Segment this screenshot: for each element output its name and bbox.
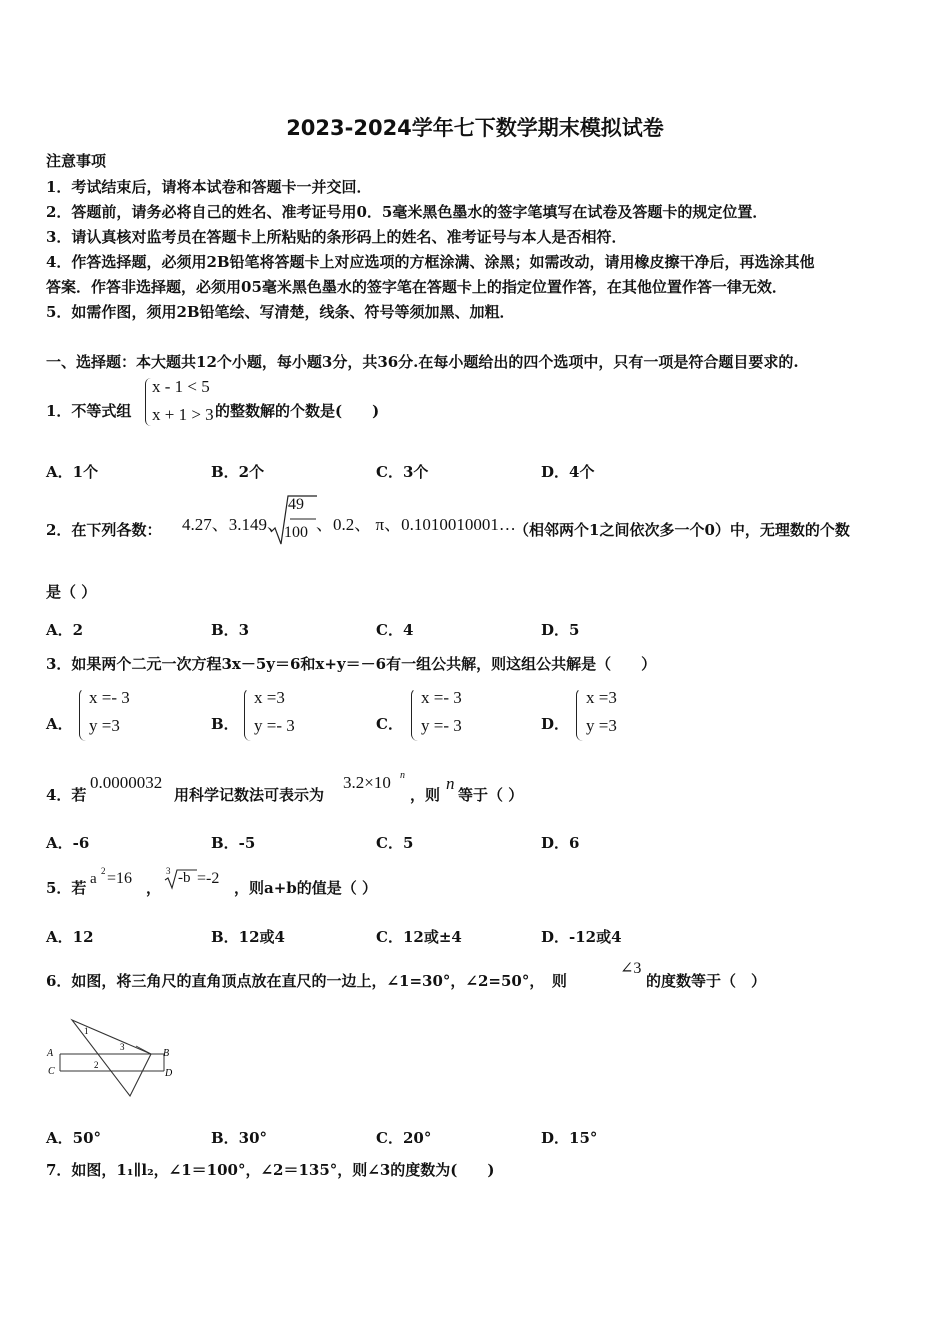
q4-mid: 用科学记数法可表示为 [174, 786, 325, 804]
q6-option-a: A．50° [46, 1129, 102, 1147]
q1-option-b: B．2个 [211, 463, 265, 481]
q3-option-a-system [79, 688, 159, 744]
q6-option-b: B．30° [211, 1129, 268, 1147]
notice-item: 3．请认真核对监考员在答题卡上所粘贴的条形码上的姓名、准考证号与本人是否相符． [46, 228, 627, 246]
fig-angle-1: 1 [84, 1026, 89, 1036]
q5-eq2: =-2 [197, 870, 220, 887]
q3-option-a-row1: x =- 3 [89, 688, 130, 707]
q5-suffix: ，则a+b的值是（ ） [234, 879, 377, 897]
q4-sci: 3.2×10 [343, 773, 391, 792]
q2-option-d: D．5 [541, 621, 580, 639]
q3-option-c-row1: x =- 3 [421, 688, 462, 707]
q1-suffix: 的整数解的个数是( ) [215, 402, 380, 420]
q4-var: n [446, 774, 455, 793]
q4-prefix: 4．若 [46, 786, 87, 804]
q3-option-b-row1: x =3 [254, 688, 285, 707]
fig-label-d: D [165, 1068, 173, 1079]
q3-option-b-row2: y =- 3 [254, 716, 295, 735]
q3-option-b-label: B． [211, 715, 239, 733]
q3-option-a-row2: y =3 [89, 716, 120, 735]
q4-option-c: C．5 [376, 834, 414, 852]
notice-heading: 注意事项 [46, 152, 107, 170]
q5-exp1: 2 [101, 866, 106, 876]
q6-angle: ∠3 [620, 960, 642, 977]
q5-root-arg: -b [178, 870, 191, 886]
q5-option-b: B．12或4 [211, 928, 285, 946]
q2-prefix: 2．在下列各数： [46, 521, 162, 539]
q2-line2: 是（ ） [46, 583, 97, 601]
q2-frac-den: 100 [284, 524, 308, 541]
q5-option-a: A．12 [46, 928, 94, 946]
q2-option-c: C．4 [376, 621, 414, 639]
q5-eq1: =16 [107, 870, 133, 887]
q2-numbers-b: 、0.2、 π、0.1010010001… [316, 515, 516, 534]
notice-item: 5．如需作图，须用2B铅笔绘、写清楚，线条、符号等须加黑、加粗． [46, 303, 515, 321]
q6-suffix: 的度数等于（ ） [646, 972, 767, 990]
q6-figure [44, 1012, 184, 1104]
q1-inequality-2: x + 1 > 3 [152, 405, 214, 424]
q5-expr1: a [90, 871, 97, 887]
q3-option-d-label: D． [541, 715, 570, 733]
fig-label-a: A [47, 1048, 54, 1059]
q1-option-a: A．1个 [46, 463, 99, 481]
q5-option-d: D．-12或4 [541, 928, 622, 946]
q1-inequality-1: x - 1 < 5 [152, 377, 210, 396]
notice-item: 2．答题前，请务必将自己的姓名、准考证号用0．5毫米黑色墨水的签字笔填写在试卷及答题卡的规定位置． [46, 203, 768, 221]
q6-text: 6．如图，将三角尺的直角顶点放在直尺的一边上，∠1=30°，∠2=50°， 则 [46, 972, 567, 990]
q1-option-d: D．4个 [541, 463, 595, 481]
q3-option-c-row2: y =- 3 [421, 716, 462, 735]
q6-option-d: D．15° [541, 1129, 598, 1147]
q5-prefix: 5．若 [46, 879, 87, 897]
q3-option-a-label: A． [46, 715, 73, 733]
notice-item: 答案．作答非选择题，必须用05毫米黑色墨水的签字笔在答题卡上的指定位置作答，在其他位置作答一律无效． [46, 278, 787, 296]
q2-option-b: B．3 [211, 621, 250, 639]
q4-mid2: ，则 [410, 786, 441, 804]
q1-brace [145, 378, 152, 426]
q3-text: 3．如果两个二元一次方程3x－5y＝6和x+y＝－6有一组公共解，则这组公共解是（ ） [46, 655, 657, 673]
notice-item: 1．考试结束后，请将本试卷和答题卡一并交回． [46, 178, 372, 196]
q3-option-c-label: C． [376, 715, 403, 733]
q2-suffix: （相邻两个1之间依次多一个0）中，无理数的个数 [514, 521, 850, 539]
q3-option-c-system [411, 688, 491, 744]
q3-option-d-row2: y =3 [586, 716, 617, 735]
page-title: 2023-2024学年七下数学期末模拟试卷 [286, 116, 664, 140]
q3-option-d-system [576, 688, 656, 744]
q4-suffix: 等于（ ） [458, 786, 524, 804]
q7-text: 7．如图，1₁∥l₂，∠1＝100°，∠2＝135°，则∠3的度数为( ) [46, 1161, 495, 1179]
q5-root-index: 3 [166, 866, 171, 876]
q1-prefix: 1．不等式组 [46, 402, 132, 420]
q4-number: 0.0000032 [90, 773, 163, 792]
q2-numbers-a: 4.27、3.149、 [182, 515, 284, 534]
q3-option-b-system [244, 688, 324, 744]
q6-option-c: C．20° [376, 1129, 432, 1147]
q2-option-a: A．2 [46, 621, 84, 639]
q4-option-d: D．6 [541, 834, 580, 852]
q5-comma: ， [146, 879, 162, 897]
fig-label-b: B [163, 1048, 170, 1059]
q5-option-c: C．12或±4 [376, 928, 462, 946]
q3-option-d-row1: x =3 [586, 688, 617, 707]
fig-angle-2: 2 [94, 1060, 99, 1070]
q4-option-a: A．-6 [46, 834, 90, 852]
fig-label-c: C [48, 1066, 55, 1077]
q4-option-b: B．-5 [211, 834, 256, 852]
section-heading: 一、选择题：本大题共12个小题，每小题3分，共36分.在每小题给出的四个选项中，只有一项是符合题目要求的. [46, 353, 799, 371]
fig-angle-3: 3 [120, 1042, 125, 1052]
set-square-inner [136, 1046, 151, 1054]
q1-option-c: C．3个 [376, 463, 429, 481]
q4-exp: n [400, 770, 405, 781]
q2-frac-num: 49 [288, 496, 304, 513]
notice-item: 4．作答选择题，必须用2B铅笔将答题卡上对应选项的方框涂满、涂黑；如需改动，请用橡皮擦干净后，再选涂其他 [46, 253, 815, 271]
